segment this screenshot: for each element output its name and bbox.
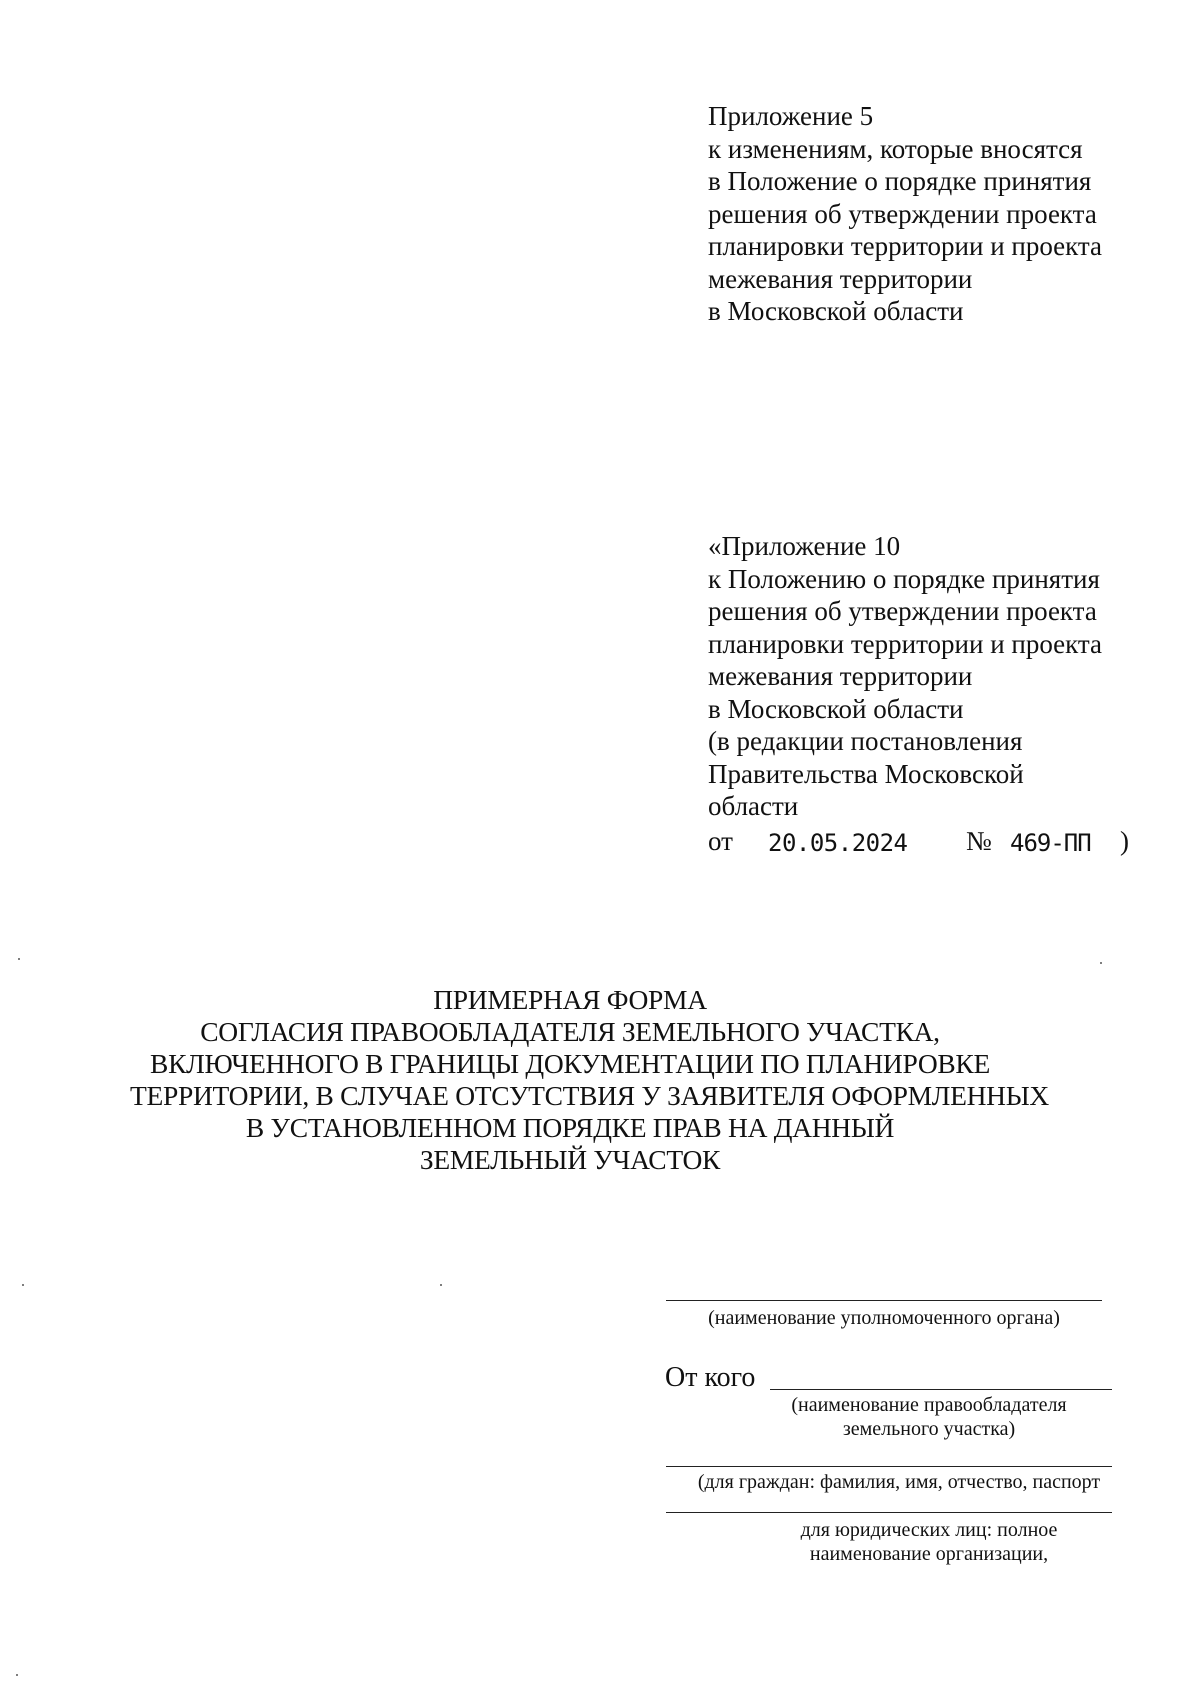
annex-10-header	[708, 530, 1102, 823]
authority-caption: (наименование уполномоченного органа)	[708, 1307, 1060, 1329]
annex-5-line: межевания территории	[708, 263, 973, 294]
legal-caption-line-2: наименование организации,	[809, 1543, 1049, 1565]
annex-5-line: планировки территории и проекта	[708, 231, 1103, 261]
annex-10-line: «Приложение 10	[708, 531, 901, 561]
annex-10-line: (в редакции постановления	[708, 726, 1023, 756]
form-title-line: ПРИМЕРНАЯ ФОРМА	[433, 984, 707, 1015]
scan-speck	[1100, 962, 1102, 964]
decree-date: 20.05.2024	[768, 829, 908, 857]
decree-reference	[708, 826, 1138, 862]
annex-10-line: решения об утверждении проекта	[708, 596, 1097, 626]
annex-10-line: межевания территории	[708, 661, 973, 691]
from-whom-label: От кого	[665, 1362, 756, 1393]
form-title-line: ВКЛЮЧЕННОГО В ГРАНИЦЫ ДОКУМЕНТАЦИИ ПО ПЛАНИРОВКЕ	[150, 1048, 990, 1079]
holder-caption-line-2: земельного участка)	[842, 1418, 1016, 1440]
from-whom-field-line[interactable]	[770, 1389, 1112, 1390]
form-title-line: В УСТАНОВЛЕННОМ ПОРЯДКЕ ПРАВ НА ДАННЫЙ	[245, 1112, 895, 1143]
annex-10-line: к Положению о порядке принятия	[708, 563, 1100, 594]
citizens-caption: (для граждан: фамилия, имя, отчество, паспорт	[697, 1471, 1101, 1493]
citizens-field-line[interactable]	[666, 1466, 1112, 1467]
authority-field-line[interactable]	[666, 1300, 1102, 1301]
form-title-line: ЗЕМЕЛЬНЫЙ УЧАСТОК	[419, 1144, 721, 1175]
annex-10-line: в Московской области	[708, 693, 964, 724]
decree-number: 469-ПП	[1010, 829, 1091, 857]
annex-5-header	[708, 100, 1102, 328]
scan-speck	[440, 1284, 442, 1286]
annex-5-line: решения об утверждении проекта	[708, 198, 1097, 229]
decree-number-sign: №	[966, 826, 992, 856]
form-title-line: ТЕРРИТОРИИ, В СЛУЧАЕ ОТСУТСТВИЯ У ЗАЯВИТЕЛЯ ОФОРМЛЕННЫХ	[130, 1080, 1049, 1111]
holder-caption-line-1: (наименование правообладателя	[791, 1394, 1067, 1416]
legal-caption-line-1: для юридических лиц: полное	[800, 1519, 1058, 1541]
legal-entity-field-line[interactable]	[666, 1512, 1112, 1513]
decree-from-label: от	[708, 826, 733, 856]
annex-5-line: Приложение 5	[708, 101, 874, 131]
annex-10-line: планировки территории и проекта	[708, 628, 1103, 659]
decree-closing-paren: )	[1120, 826, 1129, 856]
annex-5-line: в Положение о порядке принятия	[708, 166, 1092, 196]
annex-5-line: к изменениям, которые вносятся	[708, 133, 1083, 164]
scan-speck	[22, 1284, 24, 1286]
scan-speck	[16, 1674, 18, 1676]
form-title-line: СОГЛАСИЯ ПРАВООБЛАДАТЕЛЯ ЗЕМЕЛЬНОГО УЧАСТКА,	[200, 1016, 940, 1047]
form-title	[130, 984, 1049, 1176]
annex-10-line: Правительства Московской	[708, 758, 1024, 789]
annex-5-line: в Московской области	[708, 296, 964, 326]
scan-speck	[18, 958, 20, 960]
annex-10-line: области	[708, 791, 799, 821]
